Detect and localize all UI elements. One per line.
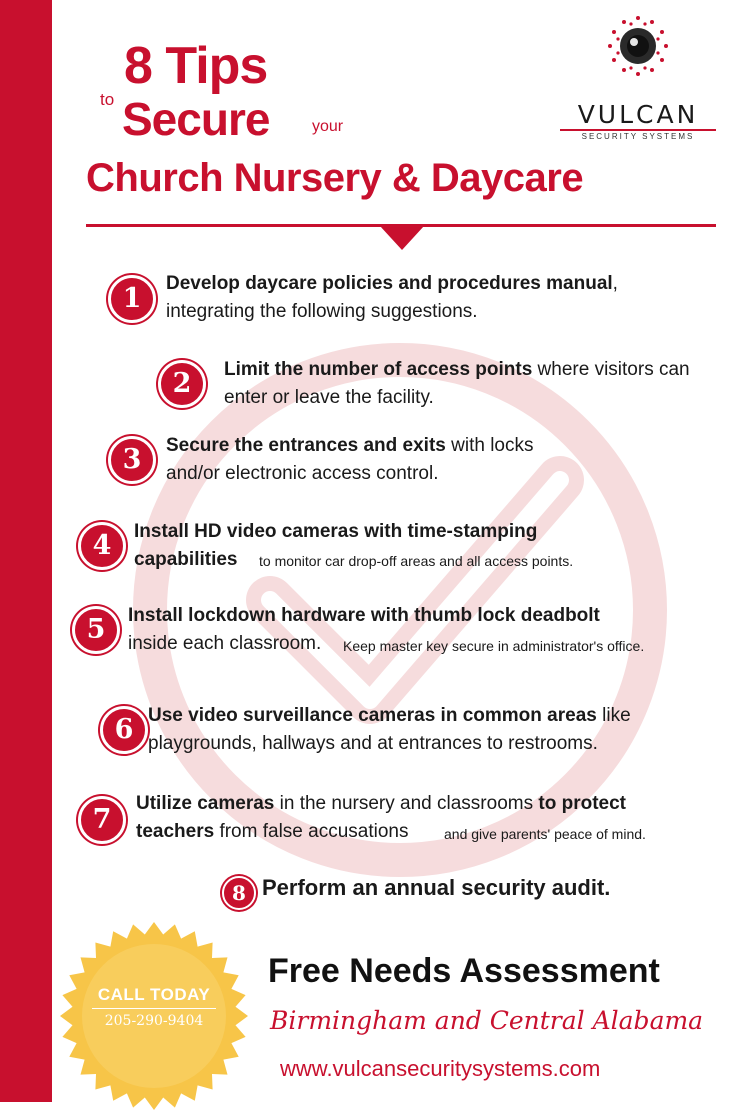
tip-6-bold: Use video surveillance cameras in common areas bbox=[148, 705, 597, 726]
tip-7-bold-2: to protect teachers bbox=[136, 793, 626, 842]
tip-3-bold: Secure the entrances and exits bbox=[166, 435, 446, 456]
title-secure: Secure bbox=[122, 93, 270, 145]
tip-4-bold: Install HD video cameras with time-stamping capabilities bbox=[134, 521, 538, 570]
vulcan-logo bbox=[556, 14, 720, 141]
title-your: your bbox=[312, 118, 344, 135]
tip-1-text bbox=[166, 270, 706, 326]
camera-lens-icon bbox=[606, 14, 670, 78]
free-needs-assessment-heading: Free Needs Assessment bbox=[268, 952, 660, 990]
tip-number-badge: 5 bbox=[72, 606, 120, 654]
tip-8-text: Perform an annual security audit. bbox=[262, 875, 611, 900]
logo-underline bbox=[560, 129, 716, 131]
tip-1-bold: Develop daycare policies and procedures manual bbox=[166, 273, 613, 294]
tip-number-badge: 6 bbox=[100, 706, 148, 754]
tip-number-badge: 3 bbox=[108, 436, 156, 484]
tip-7-rest: in the nursery and classrooms bbox=[274, 793, 539, 814]
tip-1-rest: , integrating the following suggestions. bbox=[166, 273, 618, 322]
tip-2-rest: where visitors can enter or leave the facility. bbox=[224, 359, 690, 408]
phone-number[interactable]: 205-290-9404 bbox=[104, 1013, 204, 1029]
logo-name: VULCAN bbox=[577, 100, 699, 129]
tip-2-text bbox=[224, 356, 714, 412]
tip-number-badge: 8 bbox=[222, 876, 256, 910]
title-divider-arrow-icon bbox=[380, 226, 424, 250]
tip-2-bold: Limit the number of access points bbox=[224, 359, 533, 380]
tip-number-badge: 2 bbox=[158, 360, 206, 408]
tip-number-badge: 7 bbox=[78, 796, 126, 844]
tip-3-text bbox=[166, 432, 586, 488]
tip-3-rest: with locks and/or electronic access control. bbox=[166, 435, 534, 484]
tip-4-small: to monitor car drop-off areas and all access points. bbox=[259, 553, 574, 569]
page-title: Church Nursery & Daycare bbox=[86, 156, 584, 200]
tip-5-rest: inside each classroom. bbox=[128, 633, 322, 654]
seal-divider bbox=[92, 1008, 216, 1009]
tip-number-badge: 1 bbox=[108, 275, 156, 323]
tip-7-rest-2: from false accusations bbox=[214, 821, 409, 842]
tip-6-rest: like playgrounds, hallways and at entrances to restrooms. bbox=[148, 705, 631, 754]
title-8-tips: 8 Tips bbox=[124, 37, 268, 95]
tip-6-text bbox=[148, 702, 708, 758]
tip-number-badge: 4 bbox=[78, 522, 126, 570]
tip-7-small: and give parents' peace of mind. bbox=[444, 826, 646, 842]
call-today-label: CALL TODAY bbox=[97, 985, 211, 1004]
tip-5-small: Keep master key secure in administrator's office. bbox=[343, 638, 645, 654]
tip-5-bold: Install lockdown hardware with thumb lock deadbolt bbox=[128, 605, 600, 626]
title-to: to bbox=[100, 90, 115, 109]
title-block bbox=[0, 0, 584, 230]
logo-subtitle: SECURITY SYSTEMS bbox=[581, 132, 695, 141]
website-link[interactable]: www.vulcansecuritysystems.com bbox=[280, 1056, 601, 1081]
service-region: Birmingham and Central Alabama bbox=[270, 1006, 704, 1035]
tip-7-bold: Utilize cameras bbox=[136, 793, 275, 814]
